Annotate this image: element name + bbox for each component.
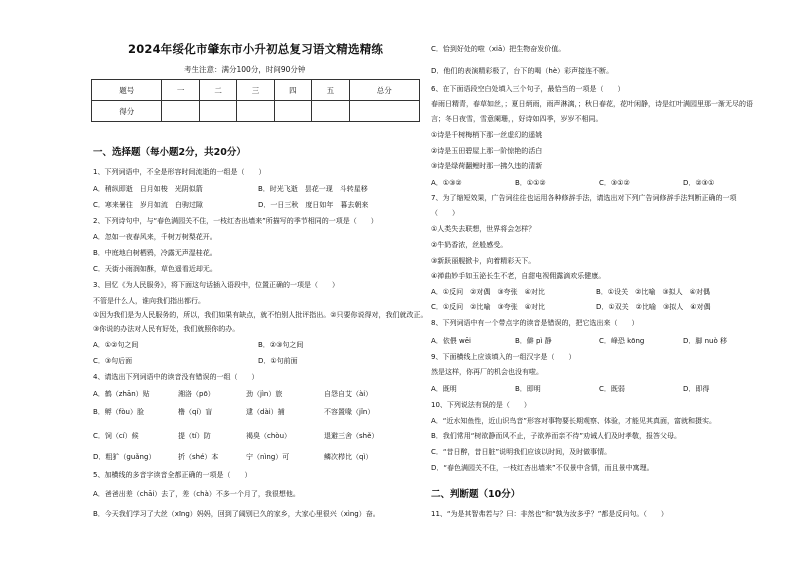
option-a: A．①②句之间	[93, 341, 139, 349]
option-c: C．既弱	[599, 385, 625, 393]
option-b: B．僻 pì 静	[515, 337, 552, 345]
option-b: B．②③句之间	[258, 341, 304, 349]
option-d: D．“春色满园关不住，一枝红杏出墙来”不仅景中含情，而且景中寓理。	[431, 464, 654, 472]
question-text: ①因为我们是为人民服务的，所以，我们如果有缺点，就不怕别人批评指出。②只要你说得对，我们就改正。	[93, 311, 428, 319]
question-text: 然是这样，你再厂的机会也没有啦。	[431, 368, 543, 376]
option-a-item: 湘洛（pō）	[178, 390, 215, 398]
score-table	[91, 79, 420, 122]
score-input-cell[interactable]	[162, 101, 199, 122]
section-heading-choice: 一、选择题（每小题2分，共20分）	[93, 147, 246, 158]
option-d: D．粗犷（guǎng）	[93, 453, 156, 461]
option-b: B．今天我们学习了大丝（xīng）妈妈，回到了阔别已久的家乡，大家心里很兴（xìng）奋。	[93, 510, 380, 518]
option-b-item: 逮（dài）捕	[246, 408, 285, 416]
question-stem: 4、请选出下列词语中的读音没有错误的一组（ ）	[93, 373, 259, 381]
question-stem: 6、在下面语段空白处填入三个句子，最恰当的一项是（ ）	[431, 85, 625, 93]
option-b: B．我们常用“树欲静而风不止，子欲养而亲不待”劝诫人们及时孝敬，报答父母。	[431, 432, 682, 440]
question-stem: 7、为了缩短效果，广告词往往也运用各种修辞手法，请选出对下列广告词修辞手法判断正确的一项	[431, 194, 737, 202]
option-b-item: 橹（qí）盲	[178, 408, 213, 416]
option-a: A．忽如一夜春风来，千树万树梨花开。	[93, 233, 217, 241]
option-d: D．他们的表演精彩极了，台下的喝（hè）彩声接连不断。	[431, 67, 614, 75]
question-stem: 10、下列说法有误的是（ ）	[431, 401, 531, 409]
option-d: D．即得	[683, 385, 710, 393]
option-d: D．①句前面	[258, 357, 298, 365]
option-b: B．①①②	[515, 179, 546, 187]
page-title: 2024年绥化市肇东市小升初总复习语文精选精练	[128, 42, 384, 56]
question-stem: 1、下列词语中，不全是形容时间流逝的一组是（ ）	[93, 168, 266, 176]
option-c-item: 提（tí）防	[178, 432, 211, 440]
score-input-cell[interactable]	[349, 101, 419, 122]
score-header-cell: 题号	[92, 80, 162, 101]
option-c: C．③①②	[599, 179, 630, 187]
option-a: A．①反问 ②对偶 ③夸张 ④对比	[431, 288, 545, 296]
section-heading-judgement: 二、判断题（10分）	[431, 489, 521, 500]
score-header-cell: 四	[274, 80, 311, 101]
option-a: A．依偎 wēi	[431, 337, 471, 345]
option-c: C．峰恐 kōng	[599, 337, 645, 345]
question-text: 春雨日精青，春草如丝，；夏日炳雨，雨声淋漓，；秋日春花，花叶闲静，诗是红叶满园里那一渐无尽的语	[431, 100, 753, 108]
option-d: D．①双关 ②比喻 ③拟人 ④对偶	[596, 303, 711, 311]
question-item: ①诗是千树梅梢下那一丝虚幻的遥姚	[431, 131, 543, 139]
option-d: D．②③①	[683, 179, 715, 187]
option-d: D．脚 nuò 移	[683, 337, 727, 345]
question-item: ②牛奶香浓，丝般感受。	[431, 241, 508, 249]
question-item: ③新跃丽舰掀卡，向着精彩天下。	[431, 257, 536, 265]
question-text: 言；冬日夜雪，雪意阑珊，，好诗如四季，岁岁不相同。	[431, 115, 603, 123]
option-b-item: 不容置喙（jǐn）	[324, 408, 375, 416]
option-c: C．①反问 ②比喻 ③夸张 ④对比	[431, 303, 545, 311]
question-stem-cont: （ ）	[431, 209, 459, 217]
option-a: A．稍纵即逝 日月如梭 光阴似箭	[93, 185, 203, 193]
option-b: B．中庭地白树栖鸦，冷露无声湿桂花。	[93, 249, 217, 257]
option-c-item: 褐臭（chòu）	[246, 432, 292, 440]
score-input-cell[interactable]	[274, 101, 311, 122]
score-header-cell: 二	[199, 80, 236, 101]
score-header-cell: 三	[237, 80, 274, 101]
question-stem: 2、下列诗句中，与“春色满园关不住，一枝红杏出墙来”所描写的季节相同的一项是（ ）	[93, 217, 378, 225]
question-stem: 3、回忆《为人民服务》，将下面这句话插入语段中，位置正确的一项是（ ）	[93, 281, 339, 289]
option-c: C．饲（cí）候	[93, 432, 139, 440]
question-stem: 9、下面横线上应该填入的一组汉字是（ ）	[431, 353, 576, 361]
score-input-cell[interactable]	[199, 101, 236, 122]
option-d-item: 鳞次栉比（qì）	[324, 453, 373, 461]
option-b: B．①设关 ②比喻 ③拟人 ④对偶	[596, 288, 710, 296]
option-b: B．即明	[515, 385, 541, 393]
option-c: C．寒来暑往 岁月如流 白驹过隙	[93, 201, 203, 209]
question-text: 不管是什么人，谁向我们指出都行。	[93, 297, 205, 305]
question-stem: 11、“为是其智弗若与？曰：非然也”和“孰为汝多乎？”都是反问句。（ ）	[431, 510, 668, 518]
question-stem: 8、下列词语中有一个带点字的读音是错误的，把它选出来（ ）	[431, 319, 639, 327]
option-c: C．恰到好处的啦（xiā）把生物奋发价值。	[431, 45, 566, 53]
score-row-label: 得分	[92, 101, 162, 122]
score-input-cell[interactable]	[312, 101, 349, 122]
question-text: ③你说的办法对人民有好处，我们就照你的办。	[93, 325, 240, 333]
option-d-item: 宁（nìng）可	[246, 453, 290, 461]
option-d-item: 折（shé）本	[178, 453, 219, 461]
score-table-header-row	[92, 80, 420, 101]
option-d: D．一日三秋 度日如年 暮去朝来	[258, 201, 369, 209]
score-header-cell: 总分	[349, 80, 419, 101]
question-stem: 5、加横线的多音字读音全都正确的一项是（ ）	[93, 471, 252, 479]
option-a: A．既明	[431, 385, 457, 393]
option-a: A．鹤（zhān）贴	[93, 390, 150, 398]
score-input-cell[interactable]	[237, 101, 274, 122]
score-header-cell: 一	[162, 80, 199, 101]
exam-notice: 考生注意：满分100分，时间90分钟	[184, 65, 306, 74]
score-table-score-row	[92, 101, 420, 122]
question-item: ②诗是玉田碧屋上那一阶惊艳的活白	[431, 147, 543, 155]
option-a-item: 劲（jìn）旅	[246, 390, 283, 398]
option-c: C．③句后面	[93, 357, 133, 365]
option-c-item: 退避三舍（shě）	[324, 432, 379, 440]
option-a: A．“近水知鱼性，近山识鸟音”形容对事物要长期观察、体验，才能见其真面，富就和摄实。	[431, 417, 717, 425]
option-a: A．①③②	[431, 179, 462, 187]
option-c: C．天街小雨润如酥，草色遥看近却无。	[93, 265, 217, 273]
question-item: ④禅曲妙手如玉泌长生不老，自甜电视佣露滴欢乐健康。	[431, 272, 606, 280]
option-b: B．时光飞逝 昙花一现 斗转星移	[258, 185, 368, 193]
question-item: ③诗是绿荷翻鲤时那一拂久违的清新	[431, 162, 543, 170]
option-a: A．爸爸出差（chāi）去了，差（chà）不多一个月了，我很想他。	[93, 490, 300, 498]
option-c: C．“昔日醉，昔日脏”说明我们应该以时间，及时做事情。	[431, 448, 612, 456]
question-item: ①人类失去联想，世界将会怎样？	[431, 225, 536, 233]
option-a-item: 自怨自艾（ài）	[324, 390, 373, 398]
option-b: B．孵（fòu）脸	[93, 408, 144, 416]
score-header-cell: 五	[312, 80, 349, 101]
